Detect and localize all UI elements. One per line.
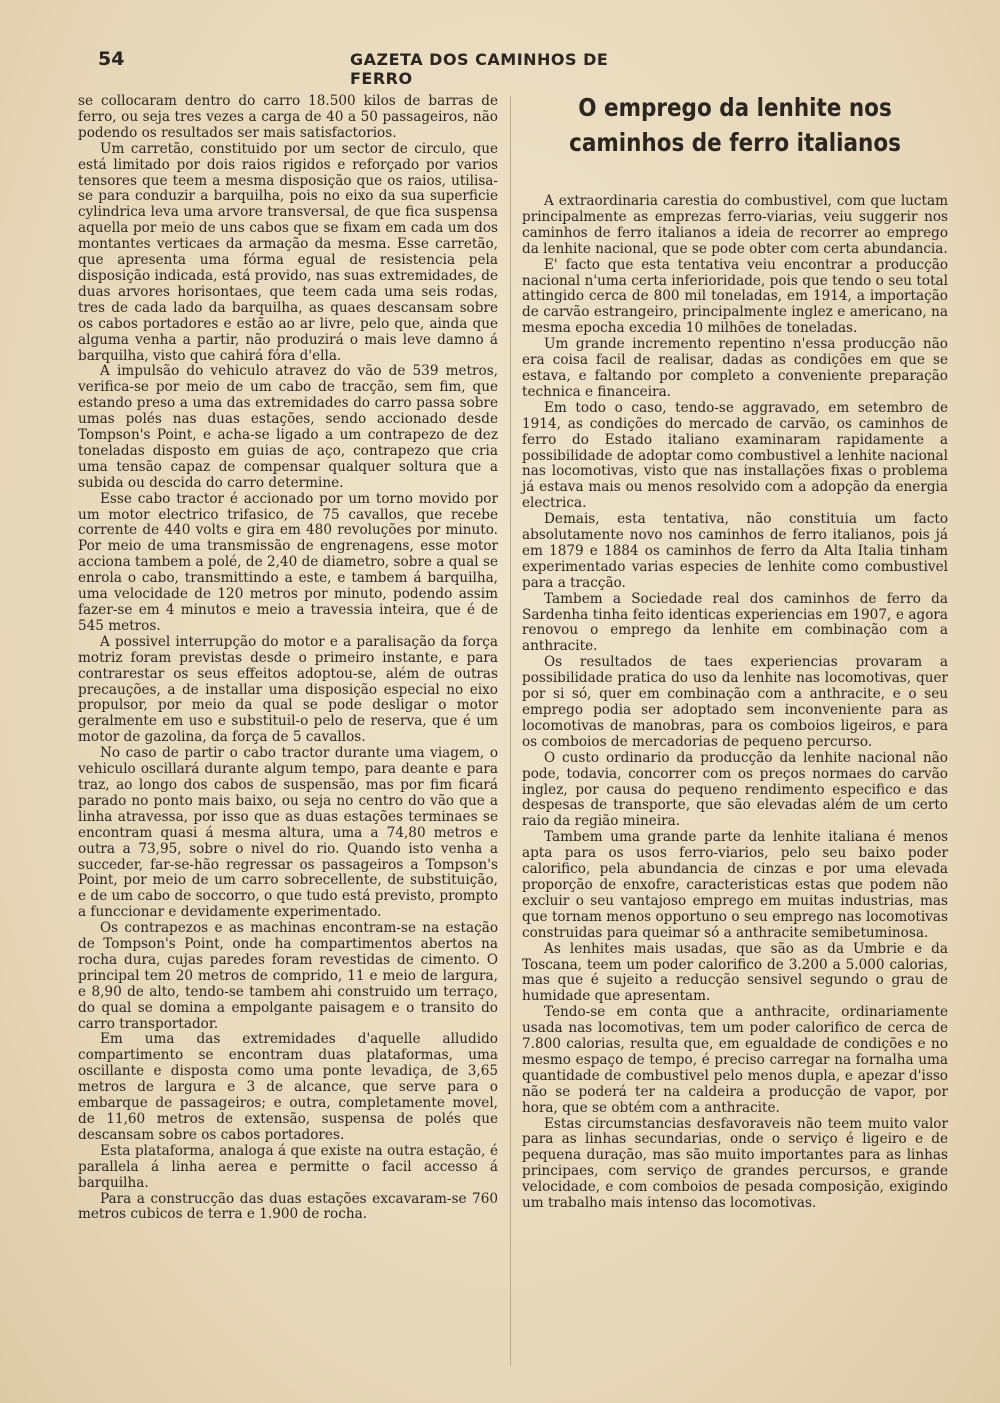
paragraph: As lenhites mais usadas, que são as da Umbrie e da Toscana, teem um poder calorifico de 3.200 a 5.000 calorias, mas que é sujeito a reducção sensivel segundo o grau de humidade que apresentam.	[522, 940, 948, 1005]
paragraph: Esse cabo tractor é accionado por um torno movido por um motor electrico trifasico, de 75 cavallos, que recebe corrente de 440 volts e gira em 480 revoluções por minuto. Por meio de uma transmissão de engrenagens, esse motor acciona tambem a polé, de 2,40 de diametro, sobre a qual se enrola o cabo, transmittindo a este, e tambem á barquilha, uma velocidade de 120 metros por minuto, podendo assim fazer-se em 4 minutos e meio a travessia inteira, que é de 545 metros.	[78, 490, 498, 634]
paragraph: Tambem a Sociedade real dos caminhos de ferro da Sardenha tinha feito identicas experiencias em 1907, e agora renovou o emprego da lenhite em combinação com a anthracite.	[522, 590, 948, 655]
paragraph: Em uma das extremidades d'aquelle alludido compartimento se encontram duas plataformas, uma oscillante e disposta como uma ponte levadiça, de 3,65 metros de largura e 3 de alcance, que serve para o embarque de passageiros; e outra, completamente movel, de 11,60 metros de extensão, suspensa de polés que descansam sobre os cabos portadores.	[78, 1031, 498, 1143]
paragraph: A possivel interrupção do motor e a paralisação da força motriz foram previstas desde o primeiro instante, e para contrarestar os seus effeitos adoptou-se, além de outras precauções, a de installar uma disposição especial no eixo propulsor, por meio da qual se pode desligar o motor geralmente em uso e substituil-o pelo de reserva, que é um motor de gazolina, da força de 5 cavallos.	[78, 633, 498, 746]
paragraph: Tendo-se em conta que a anthracite, ordinariamente usada nas locomotivas, tem um poder calorifico de cerca de 7.800 calorias, resulta que, em egualdade de condições e no mesmo espaço de tempo, é preciso carregar na fornalha uma quantidade de combustivel pelo menos dupla, e apezar d'isso não se poderá ter na caldeira a producção de vapor, por hora, que se obtém com a anthracite.	[522, 1004, 948, 1116]
left-column	[78, 94, 498, 1223]
article-headline: O emprego da lenhite nos caminhos de ferro italianos	[569, 93, 901, 157]
paragraph: Tambem uma grande parte da lenhite italiana é menos apta para os usos ferro-viarios, pelo seu baixo poder calorifico, pela abundancia de cinzas e por uma elevada proporção de enxofre, caracteristicas estas que podem não excluir o seu vantajoso emprego em muitas industrias, mas que tornam menos opportuno o seu emprego nas locomotivas construidas para queimar só a anthracite semibetuminosa.	[522, 829, 948, 941]
paragraph: Os contrapezos e as machinas encontram-se na estação de Tompson's Point, onde ha compartimentos abertos na rocha dura, cujas paredes foram revestidas de cimento. O principal tem 20 metros de comprido, 11 e meio de largura, e 8,90 de alto, tendo-se tambem ahi construido um terraço, do qual se domina a empolgante paisagem e o transito do carro transportador.	[78, 920, 498, 1032]
paragraph: Demais, esta tentativa, não constituia um facto absolutamente novo nos caminhos de ferro italianos, pois já em 1879 e 1884 os caminhos de ferro da Alta Italia tinham experimentado varias especies de lenhite como combustivel para a tracção.	[522, 511, 948, 591]
paragraph: Os resultados de taes experiencias provaram a possibilidade pratica do uso da lenhite nas locomotivas, quer por si só, quer em combinação com a anthracite, e o seu emprego podia ser adoptado sem inconveniente para as locomotivas de manobras, para os comboios ligeiros, e para os comboios de mercadorias de pequeno percurso.	[522, 654, 948, 750]
paragraph: Para a construcção das duas estações excavaram-se 760 metros cubicos de terra e 1.900 de rocha.	[78, 1190, 498, 1223]
right-column	[522, 90, 948, 1212]
paragraph: E' facto que esta tentativa veiu encontrar a producção nacional n'uma certa inferioridade, pois que tendo o seu total attingido cerca de 800 mil toneladas, em 1914, a importação de carvão estrangeiro, principalmente inglez e americano, na mesma epocha excedia 10 milhões de toneladas.	[522, 256, 948, 337]
paragraph: Esta plataforma, analoga á que existe na outra estação, é parallela á linha aerea e permitte o facil accesso á barquilha.	[78, 1142, 498, 1191]
page-number: 54	[98, 48, 125, 70]
paragraph: Um carretão, constituido por um sector de circulo, que está limitado por dois raios rigidos e reforçado por varios tensores que teem a mesma disposição que os raios, utilisa-se para conduzir a barquilha, pois no eixo da sua superficie cylindrica leva uma arvore transversal, de que fica suspensa aquella por meio de uns cabos que se fixam em cada um dos montantes verticaes da armação da mesma. Esse carretão, que apresenta uma fórma egual de resistencia pela disposição indicada, está provido, nas suas extremidades, de duas arvores horisontaes, que teem cada uma seis rodas, tres de cada lado da barquilha, as quaes descansam sobre os cabos portadores e estão ao ar livre, pelo que, ainda que alguma venha a partir, não produzirá o mais leve damno á barquilha, visto que cahirá fóra d'ella.	[78, 140, 498, 364]
paragraph: A extraordinaria carestia do combustivel, com que luctam principalmente as emprezas ferro-viarias, veiu suggerir nos caminhos de ferro italianos a ideia de recorrer ao emprego da lenhite nacional, que se pode obter com certa abundancia.	[522, 193, 948, 257]
page-header	[98, 48, 674, 88]
paragraph: A impulsão do vehiculo atravez do vão de 539 metros, verifica-se por meio de um cabo de tracção, sem fim, que estando preso a uma das extremidades do carro passa sobre umas polés nas duas estações, sendo accionado desde Tompson's Point, e acha-se ligado a um contrapezo de dez toneladas disposto em guias de aço, contrapezo que cria uma tensão capaz de compensar qualquer soltura que a subida ou descida do carro determine.	[78, 363, 498, 491]
paragraph: Um grande incremento repentino n'essa producção não era coisa facil de realisar, dadas as condições em que se estava, e faltando por completo a conveniente preparação technica e financeira.	[522, 336, 948, 400]
paragraph: se collocaram dentro do carro 18.500 kilos de barras de ferro, ou seja tres vezes a carga de 40 a 50 passageiros, não podendo os resultados ser mais satisfactorios.	[78, 93, 498, 141]
paragraph: Estas circumstancias desfavoraveis não teem muito valor para as linhas secundarias, onde o serviço é ligeiro e de pequena duração, mas são muito importantes para as linhas principaes, com serviço de grandes percursos, e grande velocidade, e com comboios de pesada composição, exigindo um trabalho mais intenso das locomotivas.	[522, 1115, 948, 1212]
paragraph: No caso de partir o cabo tractor durante uma viagem, o vehiculo oscillará durante algum tempo, para deante e para traz, ao longo dos cabos de suspensão, mas por fim ficará parado no ponto mais baixo, ou seja no centro do vão que a linha atravessa, por isso que as duas estações terminaes se encontram quasi á mesma altura, uma a 74,80 metros e outra a 73,95, sobre o nivel do rio. Quando isto venha a succeder, far-se-hão regressar os passageiros a Tompson's Point, por meio de um carro sobrecellente, de substituição, e de um cabo de soccorro, o que tudo está previsto, prompto a funccionar e devidamente experimentado.	[78, 745, 498, 921]
column-divider	[510, 96, 511, 1366]
paragraph: Em todo o caso, tendo-se aggravado, em setembro de 1914, as condições do mercado de carvão, os caminhos de ferro do Estado italiano examinaram rapidamente a possibilidade de adoptar como combustivel a lenhite nacional nas locomotivas, visto que nas installações fixas o problema já estava mais ou menos resolvido com a adopção da energia electrica.	[522, 399, 948, 512]
journal-title: GAZETA DOS CAMINHOS DE FERRO	[350, 50, 609, 88]
paragraph: O custo ordinario da producção da lenhite nacional não pode, todavia, concorrer com os preços normaes do carvão inglez, por causa do pequeno rendimento especifico e das despesas de transporte, que são elevadas além de um certo raio da região mineira.	[522, 749, 948, 830]
